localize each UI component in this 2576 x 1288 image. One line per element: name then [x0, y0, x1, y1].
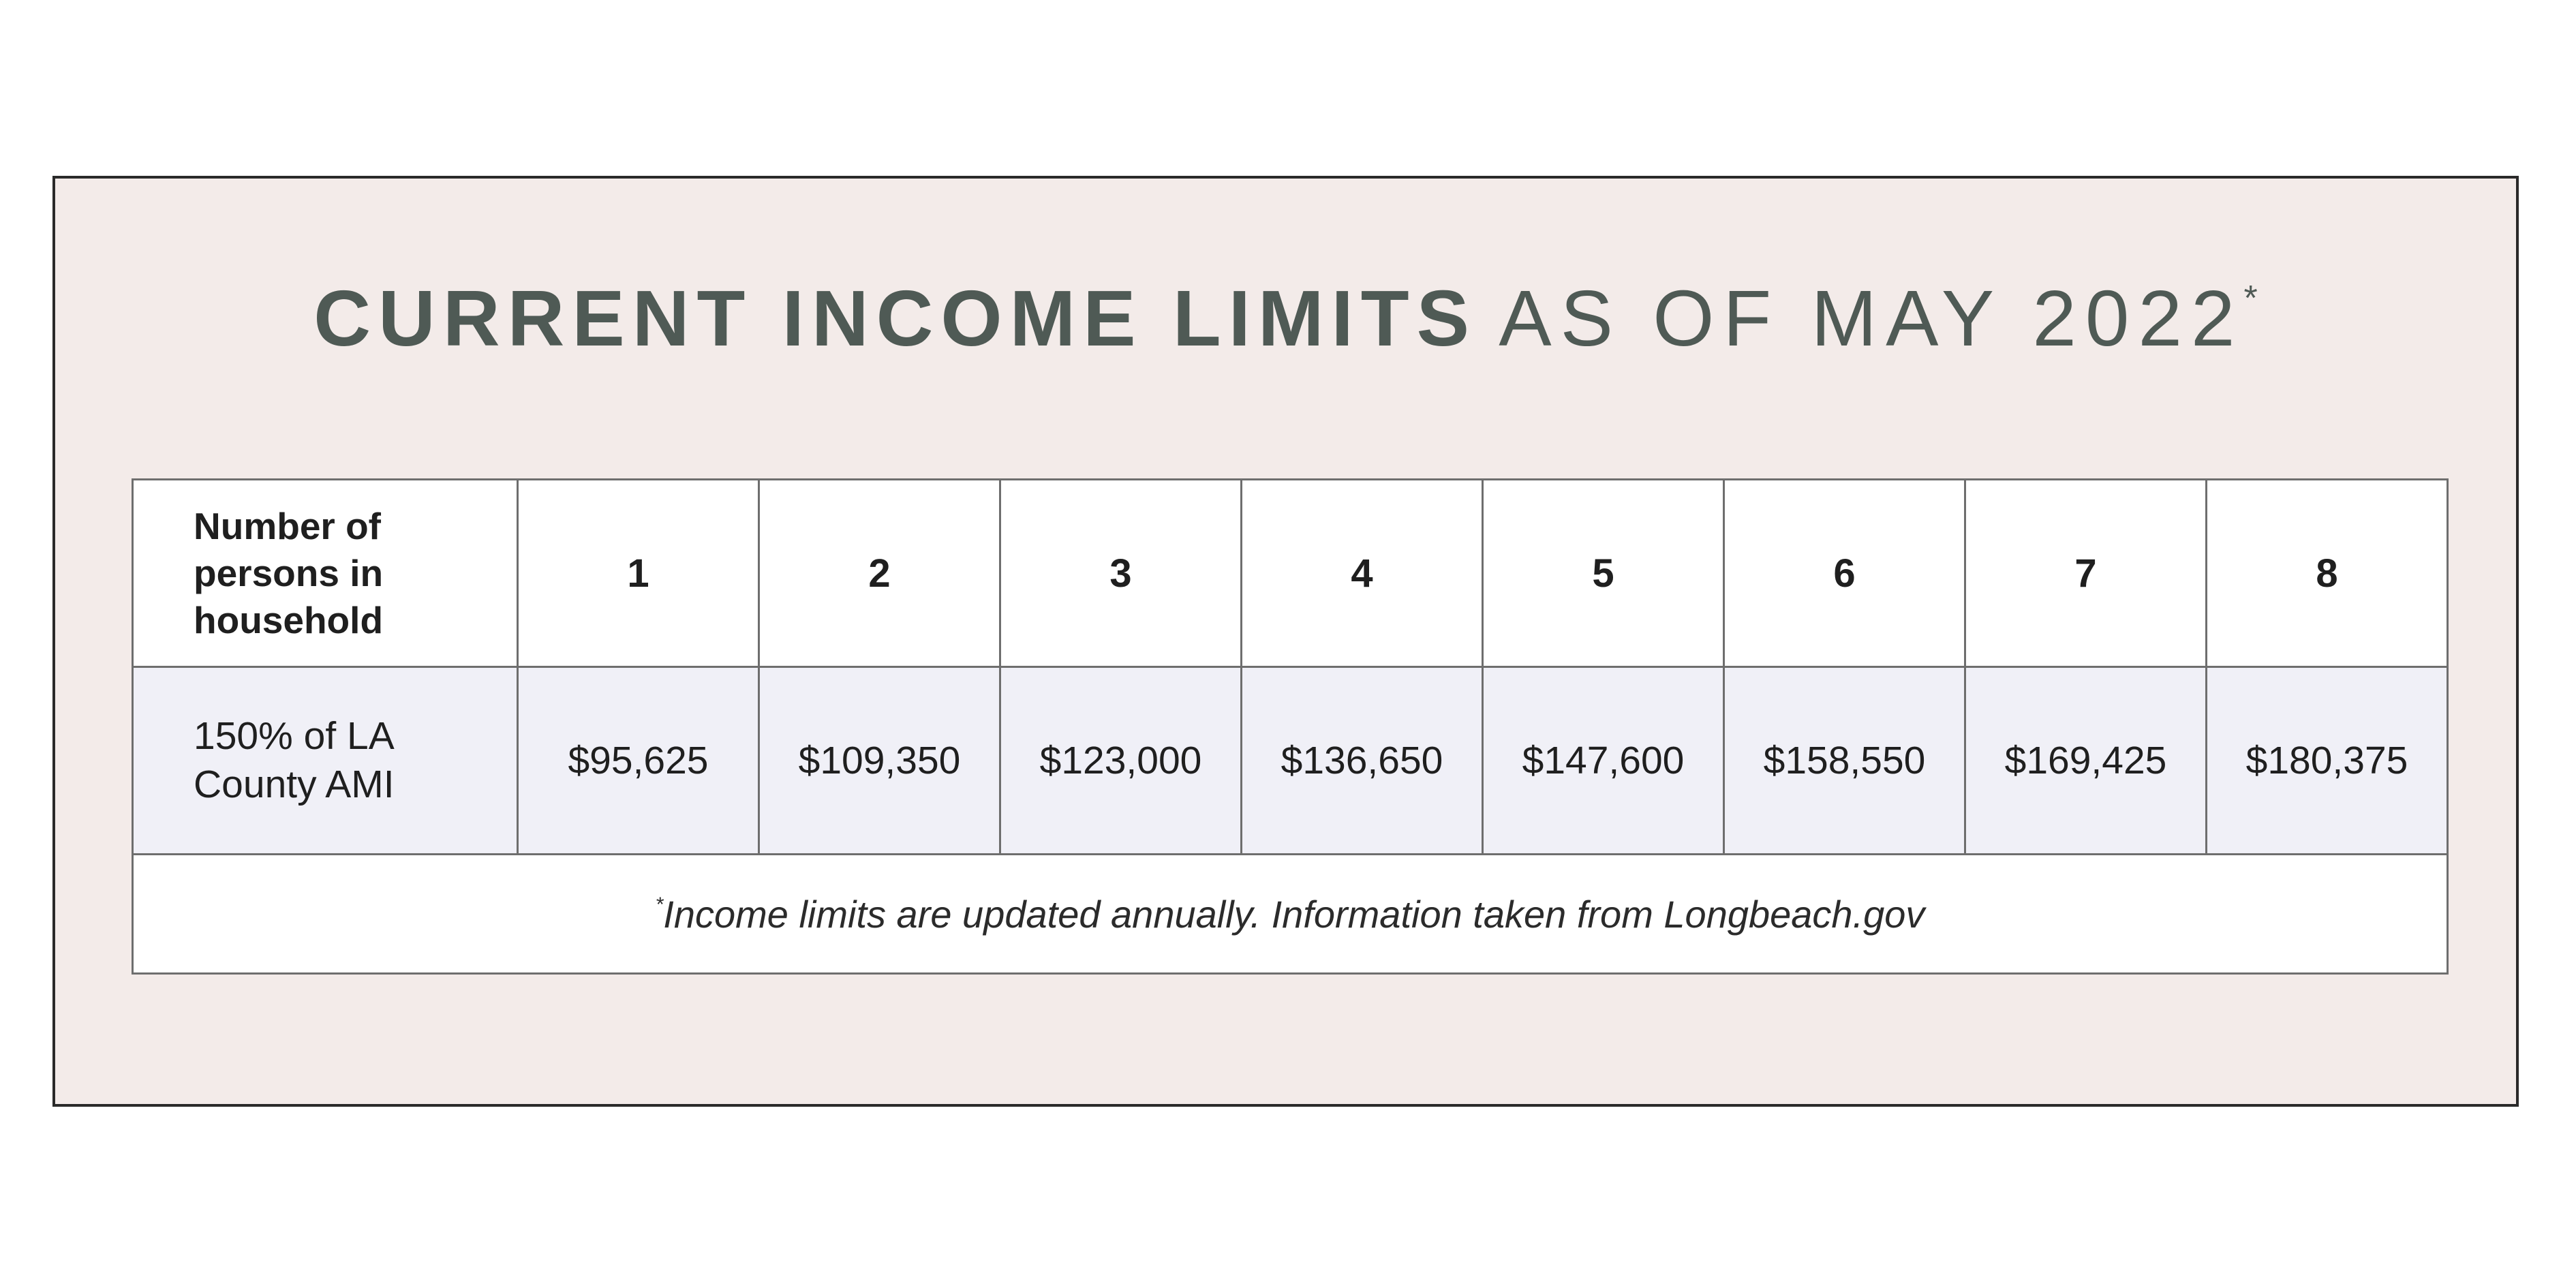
- footnote-asterisk: *: [655, 893, 664, 916]
- row-label-cell: [133, 667, 518, 855]
- household-size-cell: 8: [2207, 480, 2448, 667]
- header-label-cell: [133, 480, 518, 667]
- table-row: [133, 667, 2448, 855]
- row-label-line: County AMI: [194, 763, 395, 806]
- footnote-text: Income limits are updated annually. Information taken from Longbeach.gov: [663, 892, 1925, 936]
- table-header-row: [133, 480, 2448, 667]
- title-asterisk: *: [2243, 279, 2258, 318]
- income-limit-cell: $169,425: [1965, 667, 2207, 855]
- page-title: [55, 274, 2516, 363]
- income-limit-cell: $123,000: [1000, 667, 1242, 855]
- household-size-cell: 1: [518, 480, 759, 667]
- header-label-line: persons in: [194, 551, 384, 594]
- household-size-cell: 7: [1965, 480, 2207, 667]
- income-limit-cell: $136,650: [1242, 667, 1483, 855]
- header-label-line: Number of: [194, 504, 381, 547]
- household-size-cell: 4: [1242, 480, 1483, 667]
- income-limits-table: [132, 478, 2449, 975]
- income-limit-cell: $147,600: [1483, 667, 1724, 855]
- header-label-line: household: [194, 598, 384, 641]
- title-light-part: AS OF MAY 2022: [1499, 274, 2244, 363]
- household-size-cell: 3: [1000, 480, 1242, 667]
- income-limit-cell: $180,375: [2207, 667, 2448, 855]
- row-label-line: 150% of LA: [194, 714, 395, 758]
- household-size-cell: 6: [1724, 480, 1965, 667]
- footnote-row: [133, 855, 2448, 974]
- income-limits-panel: [52, 176, 2519, 1107]
- income-limit-cell: $95,625: [518, 667, 759, 855]
- title-bold-part: CURRENT INCOME LIMITS: [313, 274, 1477, 363]
- income-limit-cell: $158,550: [1724, 667, 1965, 855]
- footnote-cell: [133, 855, 2448, 974]
- household-size-cell: 2: [759, 480, 1000, 667]
- household-size-cell: 5: [1483, 480, 1724, 667]
- income-limit-cell: $109,350: [759, 667, 1000, 855]
